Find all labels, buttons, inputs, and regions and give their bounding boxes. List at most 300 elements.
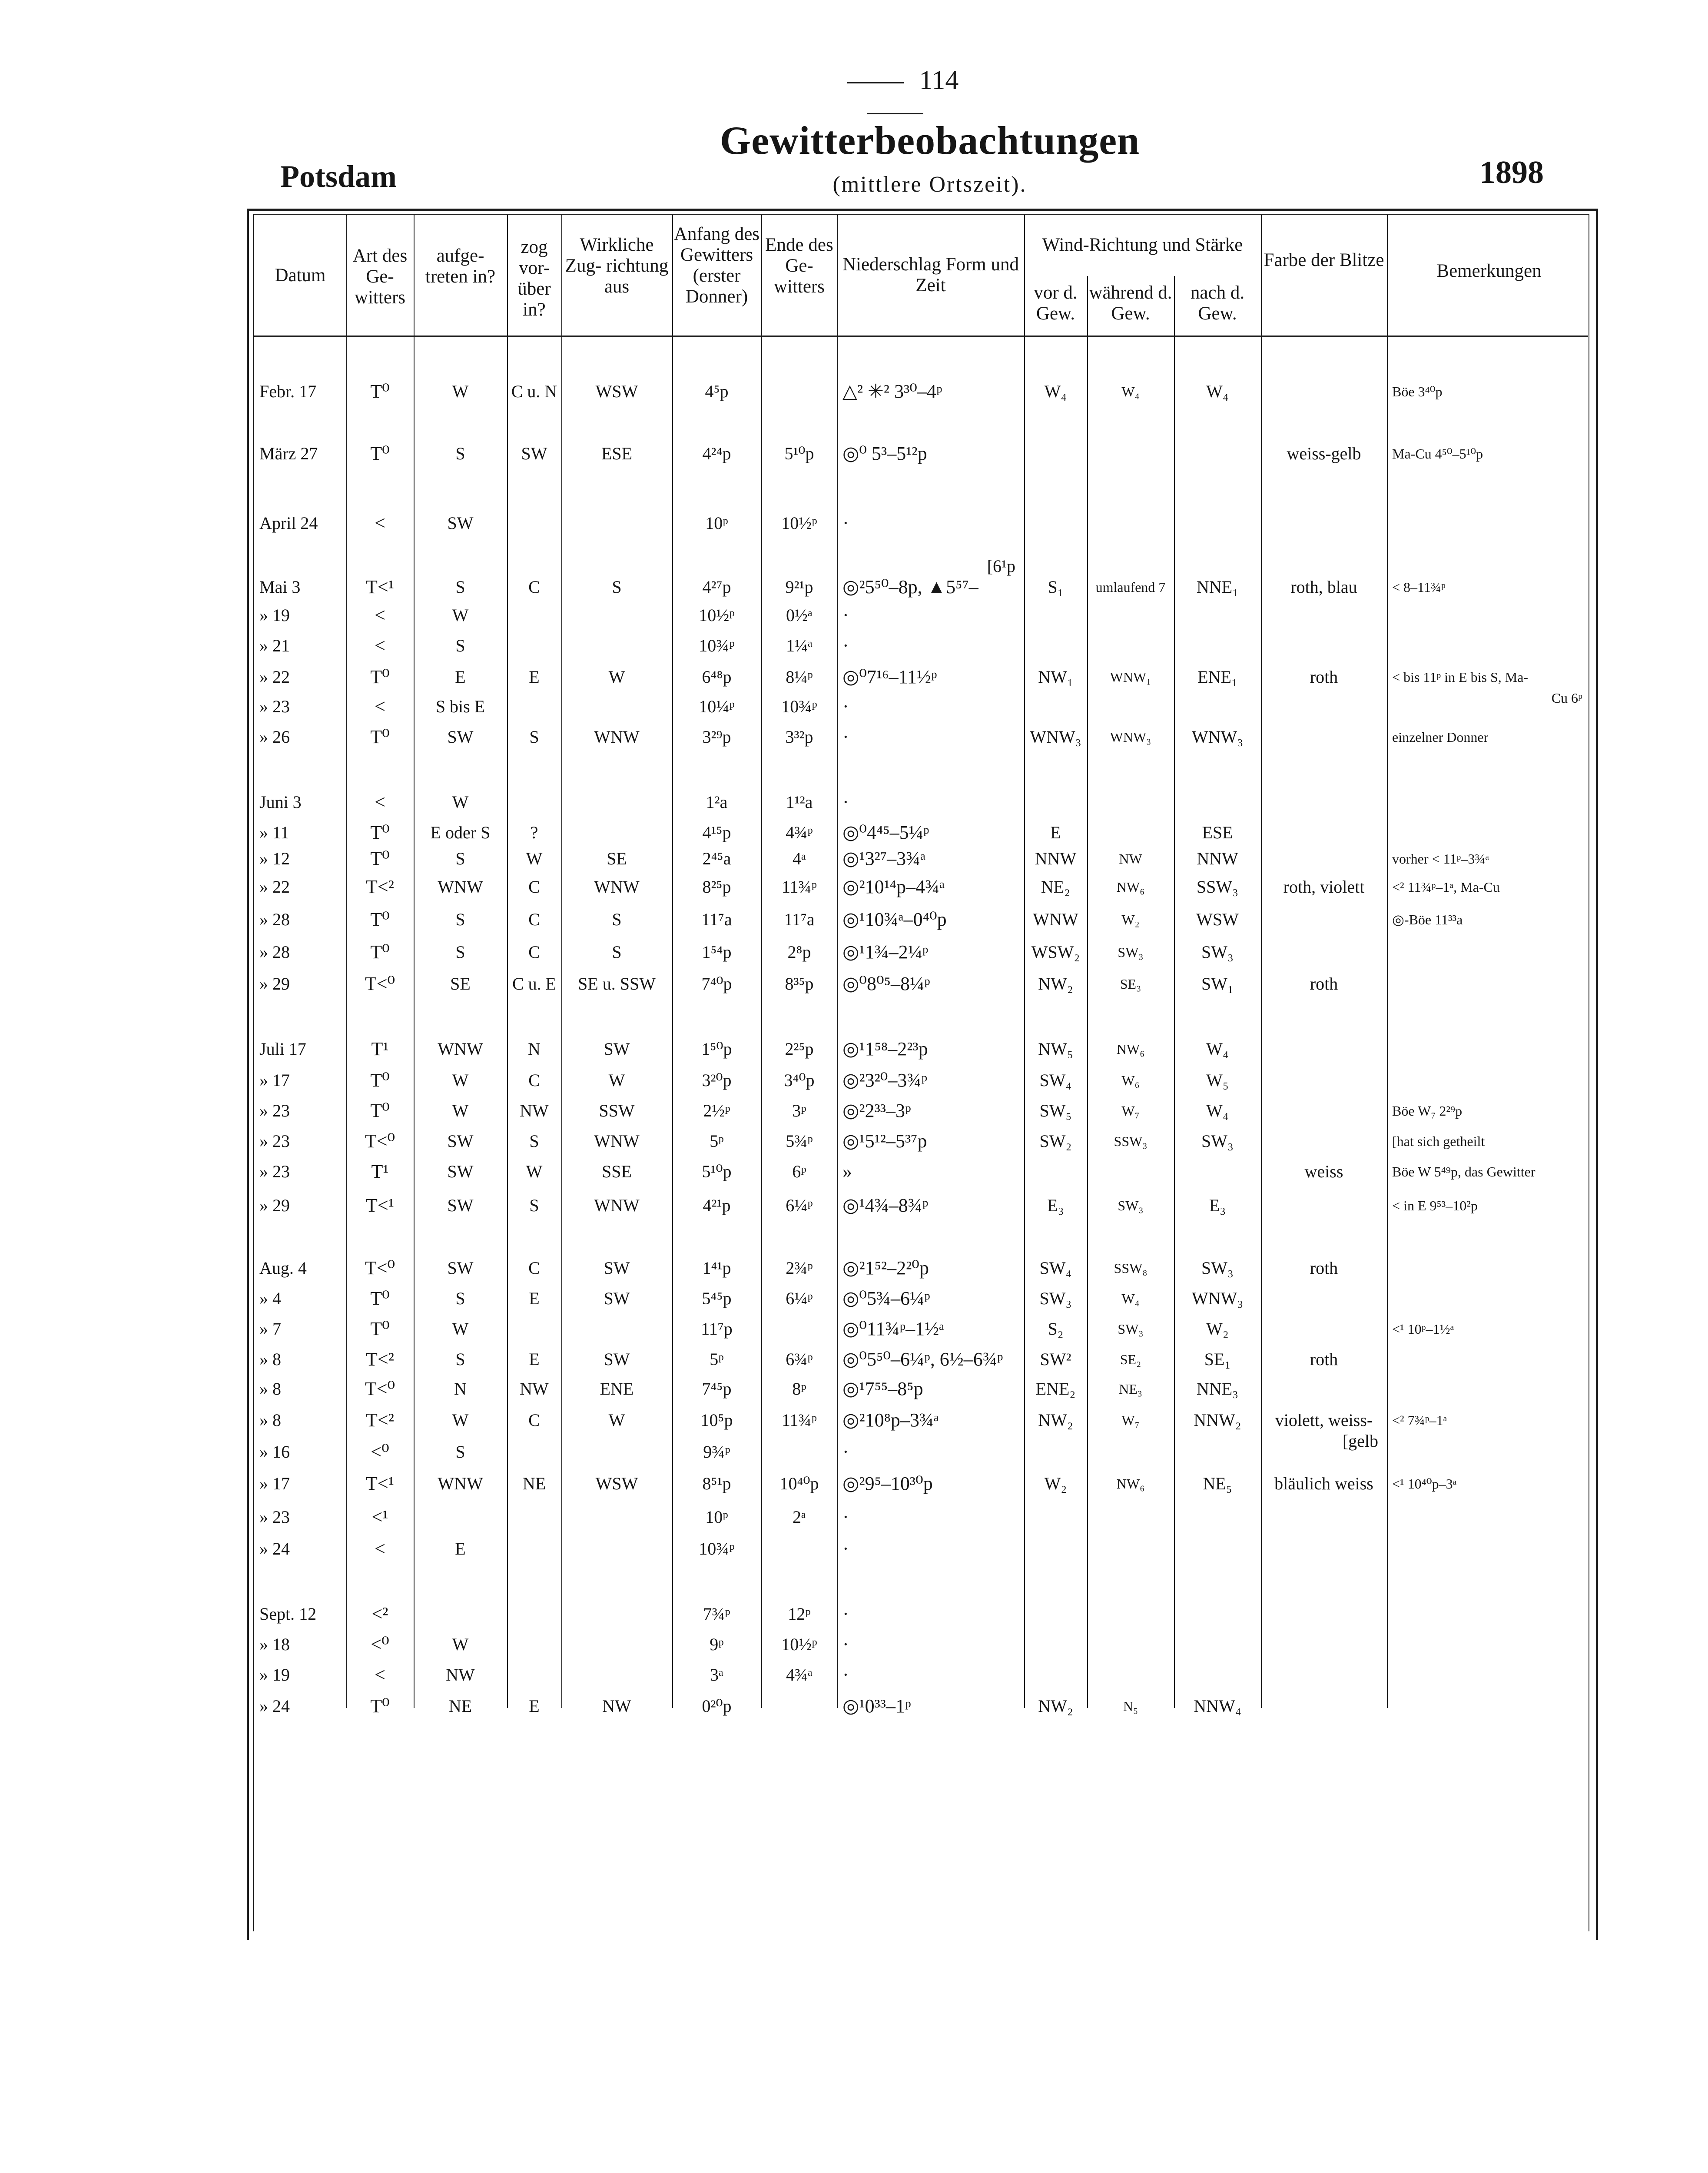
cell-anfang: 4²¹p <box>703 1196 731 1215</box>
cell-auf: S <box>455 1442 465 1462</box>
cell-datum: » 18 <box>259 1635 290 1654</box>
cell-ende: 2²⁵p <box>785 1039 814 1059</box>
cell-datum: » 17 <box>259 1474 290 1493</box>
cell-ww: WNW₃ <box>1110 729 1151 745</box>
cell-ende: 3⁴⁰p <box>784 1070 815 1090</box>
header-niederschlag: Niederschlag Form und Zeit <box>842 254 1019 296</box>
cell-ende: 1¼ᵃ <box>786 636 813 655</box>
cell-zog: C u. E <box>512 974 557 993</box>
cell-anfang: 9ᵖ <box>710 1635 724 1654</box>
cell-nied: ◎⁰5¾–6¼ᵖ <box>842 1288 930 1309</box>
cell-auf: SE <box>450 974 471 993</box>
cell-ww: SW₃ <box>1118 1321 1144 1337</box>
cell-anfang: 10ᵖ <box>705 1507 728 1527</box>
cell-zog: C <box>528 1258 540 1278</box>
cell-bem: <² 11¾ᵖ–1ᵃ, Ma-Cu <box>1392 879 1500 895</box>
cell-wv: S₂ <box>1048 1319 1064 1339</box>
cell-datum: » 22 <box>259 877 290 897</box>
cell-wn: E₃ <box>1209 1196 1226 1215</box>
year: 1898 <box>1479 155 1544 190</box>
column-rule <box>1387 215 1388 1708</box>
cell-ende: 10⁴⁰p <box>779 1474 819 1493</box>
cell-zug: WSW <box>595 1474 638 1493</box>
cell-art: < <box>375 1664 385 1685</box>
cell-ww: W₇ <box>1121 1412 1140 1428</box>
cell-art: T⁰ <box>370 1070 390 1091</box>
cell-zog: E <box>529 667 540 687</box>
cell-anfang: 7⁴⁵p <box>702 1379 732 1399</box>
cell-wn: W₅ <box>1206 1070 1229 1090</box>
cell-wn: SW₃ <box>1201 1258 1234 1278</box>
cell-art: T⁰ <box>370 726 390 748</box>
cell-nied: · <box>842 605 849 626</box>
cell-bem: ◎-Böe 11³³a <box>1392 912 1463 927</box>
cell-auf: S <box>455 1289 465 1308</box>
cell-zog: C <box>528 577 540 597</box>
cell-nied: · <box>842 635 849 656</box>
cell-bem: [hat sich getheilt <box>1392 1133 1485 1149</box>
cell-datum: » 7 <box>259 1319 281 1339</box>
cell-datum: Juni 3 <box>259 792 302 812</box>
cell-wn: NNW <box>1197 849 1238 868</box>
cell-datum: » 24 <box>259 1539 290 1558</box>
cell-wv: E <box>1050 823 1061 842</box>
cell-auf: E oder S <box>430 823 491 842</box>
cell-auf: SW <box>447 727 474 747</box>
cell-art: T⁰ <box>370 1318 390 1339</box>
cell-anfang: 4²⁷p <box>702 577 731 597</box>
cell-datum: » 4 <box>259 1289 281 1308</box>
cell-ende: 10½ᵖ <box>781 513 817 533</box>
cell-ende: 2⁸p <box>787 942 811 962</box>
cell-zog: C <box>528 942 540 962</box>
cell-ww: NW₆ <box>1116 1476 1145 1492</box>
cell-nied: · <box>842 726 849 748</box>
cell-ww: umlaufend 7 <box>1095 579 1166 595</box>
cell-wv: NW₁ <box>1038 667 1073 687</box>
cell-datum: » 23 <box>259 1101 290 1120</box>
cell-farbe: roth, blau <box>1290 577 1357 597</box>
cell-zog: NE <box>522 1474 546 1493</box>
cell-zog: E <box>529 1349 540 1369</box>
cell-nied: ◎²5⁵⁰–8p, ▲5⁵⁷– <box>842 576 978 598</box>
cell-wv: SW₄ <box>1039 1070 1072 1090</box>
page-number: 114 <box>808 65 982 127</box>
cell-wv: W₂ <box>1044 1474 1067 1493</box>
cell-wv: NW₂ <box>1038 1696 1073 1716</box>
cell-ww: SE₂ <box>1120 1352 1141 1367</box>
page-subtitle: (mittlere Ortszeit). <box>832 172 1027 197</box>
cell-wn: NNE₁ <box>1196 577 1239 597</box>
cell-wn: NNE₃ <box>1196 1379 1239 1399</box>
cell-zog: ? <box>530 823 538 842</box>
cell-auf: S bis E <box>435 697 485 716</box>
cell-datum: Aug. 4 <box>259 1258 307 1278</box>
cell-farbe: roth <box>1310 974 1338 993</box>
cell-wn: NE₅ <box>1203 1474 1232 1493</box>
cell-art: T⁰ <box>370 666 390 688</box>
cell-zug: SW <box>604 1258 630 1278</box>
cell-auf: SW <box>447 513 474 533</box>
cell-art: T⁰ <box>370 822 390 843</box>
cell-nied: ◎⁰5⁵⁰–6¼ᵖ, 6½–6¾ᵖ <box>842 1349 1003 1370</box>
cell-anfang: 11⁷p <box>701 1319 733 1339</box>
cell-auf: S <box>455 636 465 655</box>
cell-nied: ◎¹1⁵⁸–2²³p <box>842 1038 928 1060</box>
cell-datum: Febr. 17 <box>259 382 317 401</box>
cell-anfang: 1⁵⁴p <box>702 942 732 962</box>
cell-ww: SW₃ <box>1118 944 1144 960</box>
cell-zug: W <box>608 667 625 687</box>
cell-anfang: 10¾ᵖ <box>699 636 735 655</box>
cell-nied: ◎⁰ 5³–5¹²p <box>842 443 927 464</box>
cell-anfang: 8²⁵p <box>702 877 731 897</box>
cell-bem: < bis 11ᵖ in E bis S, Ma- <box>1392 669 1529 685</box>
cell-ww: W₄ <box>1121 1291 1140 1306</box>
cell-ende: 11⁷a <box>784 910 815 929</box>
cell-wn: SW₃ <box>1201 1131 1234 1151</box>
cell-datum: » 26 <box>259 727 290 747</box>
cell-anfang: 4¹⁵p <box>702 823 731 842</box>
page-title: Gewitterbeobachtungen <box>720 118 1140 163</box>
cell-zog: E <box>529 1289 540 1308</box>
header-zugrichtung: Wirkliche Zug- richtung aus <box>565 235 669 297</box>
header-rule <box>254 336 1588 337</box>
cell-anfang: 1⁴¹p <box>702 1258 731 1278</box>
cell-zog: S <box>529 1196 539 1215</box>
cell-art: T⁰ <box>370 1288 390 1309</box>
cell-auf: W <box>452 382 469 401</box>
cell-anfang: 10¼ᵖ <box>699 697 735 716</box>
cell-auf: S <box>455 444 465 463</box>
cell-nied: · <box>842 1634 849 1655</box>
cell-wn: NNW₄ <box>1194 1696 1241 1716</box>
cell-anfang: 7⁴⁰p <box>701 974 732 993</box>
cell-zug: ENE <box>600 1379 634 1399</box>
cell-datum: » 8 <box>259 1349 281 1369</box>
cell-art: T¹ <box>371 1038 389 1060</box>
cell-wv: W₄ <box>1044 382 1067 401</box>
cell-zug: SSE <box>602 1162 632 1181</box>
cell-wn: ESE <box>1202 823 1233 842</box>
cell-datum: » 8 <box>259 1410 281 1430</box>
cell-art: T<¹ <box>366 1195 394 1216</box>
cell-bem: <² 7¾ᵖ–1ᵃ <box>1392 1412 1447 1428</box>
cell-wn: NNW₂ <box>1194 1410 1241 1430</box>
cell-bem-continued: Cu 6ᵖ <box>1551 690 1582 706</box>
cell-ww: W₆ <box>1121 1073 1140 1088</box>
cell-ende: 4ᵃ <box>793 849 806 868</box>
cell-zog: C <box>528 910 540 929</box>
cell-nied: ◎¹4¾–8¾ᵖ <box>842 1195 929 1216</box>
cell-wv: SW₅ <box>1039 1101 1072 1120</box>
cell-zug: SW <box>604 1289 630 1308</box>
cell-art: T⁰ <box>370 941 390 963</box>
cell-ende: 9²¹p <box>785 577 813 597</box>
cell-ende: 10½ᵖ <box>781 1635 817 1654</box>
cell-anfang: 3ᵃ <box>710 1665 723 1685</box>
cell-ende: 6ᵖ <box>792 1162 806 1181</box>
cell-nied: · <box>842 1538 849 1559</box>
cell-ende: 6¼ᵖ <box>786 1196 813 1215</box>
cell-auf: SW <box>447 1196 474 1215</box>
cell-auf: E <box>455 667 466 687</box>
cell-art: < <box>375 605 385 626</box>
cell-wn: W₄ <box>1206 1101 1229 1120</box>
cell-art: T<¹ <box>366 576 394 598</box>
cell-datum: » 23 <box>259 1162 290 1181</box>
cell-ww: NW₆ <box>1116 879 1145 895</box>
cell-art: <⁰ <box>371 1634 389 1655</box>
cell-art: <² <box>371 1603 388 1625</box>
cell-nied: · <box>842 512 849 534</box>
cell-auf: S <box>455 577 465 597</box>
cell-ww: W₂ <box>1121 912 1140 927</box>
cell-nied: ◎¹3²⁷–3¾ᵃ <box>842 848 926 869</box>
cell-auf: S <box>455 942 465 962</box>
cell-ww: N₅ <box>1123 1698 1138 1714</box>
cell-nied: ◎⁰4⁴⁵–5¼ᵖ <box>842 822 929 843</box>
cell-ww: W₄ <box>1121 384 1140 399</box>
cell-nied: » <box>842 1161 852 1182</box>
cell-anfang: 10½ᵖ <box>699 605 735 625</box>
cell-farbe: roth <box>1310 1258 1338 1278</box>
cell-wn: SE₁ <box>1204 1349 1231 1369</box>
cell-zog: C <box>528 1070 540 1090</box>
cell-wv: NW₂ <box>1038 1410 1073 1430</box>
cell-wn: SSW₃ <box>1196 877 1239 897</box>
cell-art: T¹ <box>371 1161 389 1182</box>
cell-ende: 2¾ᵖ <box>786 1258 813 1278</box>
cell-art: T<² <box>366 1349 394 1370</box>
cell-zog: N <box>528 1039 541 1059</box>
cell-datum: » 29 <box>259 974 290 993</box>
cell-zug: SW <box>604 1039 630 1059</box>
cell-wv: WNW₃ <box>1030 727 1081 747</box>
cell-auf: W <box>452 792 469 812</box>
cell-datum: » 24 <box>259 1696 290 1716</box>
cell-datum: Juli 17 <box>259 1039 306 1059</box>
cell-zug: W <box>608 1070 625 1090</box>
cell-nied: ◎²10⁸p–3¾ᵃ <box>842 1409 939 1431</box>
cell-art: < <box>375 635 385 656</box>
cell-auf: WNW <box>438 1039 483 1059</box>
cell-ende: 4¾ᵃ <box>786 1665 813 1685</box>
cell-auf: S <box>455 849 465 868</box>
cell-wv: WNW <box>1033 910 1078 929</box>
cell-auf: N <box>454 1379 467 1399</box>
cell-auf: SW <box>447 1131 474 1151</box>
cell-wn: W₄ <box>1206 382 1229 401</box>
cell-datum: » 23 <box>259 1131 290 1151</box>
cell-ende: 11¾ᵖ <box>782 877 817 897</box>
cell-wn: WNW₃ <box>1191 1289 1244 1308</box>
cell-zug: WSW <box>595 382 638 401</box>
cell-nied: ◎²1⁵²–2²⁰p <box>842 1257 929 1279</box>
cell-datum: » 28 <box>259 942 290 962</box>
cell-ende: 10¾ᵖ <box>781 697 817 716</box>
cell-auf: S <box>455 1349 465 1369</box>
cell-farbe-continued: [gelb <box>1342 1431 1378 1451</box>
cell-bem: <¹ 10ᵖ–1½ᵃ <box>1392 1321 1454 1337</box>
cell-bem: < 8–11¾ᵖ <box>1392 579 1446 595</box>
cell-datum: » 23 <box>259 697 290 716</box>
cell-anfang: 5¹⁰p <box>702 1162 732 1181</box>
cell-zog: C <box>528 1410 540 1430</box>
cell-anfang: 2½ᵖ <box>703 1101 730 1120</box>
cell-wv: S₁ <box>1048 577 1064 597</box>
cell-art: T<⁰ <box>365 1257 395 1279</box>
header-bemerkungen: Bemerkungen <box>1436 261 1542 281</box>
cell-zug: SW <box>604 1349 630 1369</box>
cell-art: < <box>375 512 385 534</box>
cell-datum: » 28 <box>259 910 290 929</box>
cell-zog: NW <box>520 1379 549 1399</box>
cell-nied: ◎¹5¹²–5³⁷p <box>842 1130 927 1152</box>
header-anfang: Anfang des Gewitters (erster Donner) <box>673 224 760 307</box>
cell-ende: 5¹⁰p <box>784 444 814 463</box>
cell-datum: » 8 <box>259 1379 281 1399</box>
cell-wv: NW₂ <box>1038 974 1073 993</box>
cell-zug: NW <box>602 1696 631 1716</box>
cell-ww: SW₃ <box>1118 1198 1144 1213</box>
cell-art: < <box>375 791 385 813</box>
cell-bem: Böe W₇ 2²⁹p <box>1392 1103 1463 1119</box>
header-wind-group: Wind-Richtung und Stärke <box>1042 235 1243 255</box>
cell-zug: ESE <box>601 444 633 463</box>
cell-ende: 4¾ᵖ <box>786 823 813 842</box>
cell-wv: SW₂ <box>1039 1131 1072 1151</box>
cell-zug: SE <box>607 849 627 868</box>
cell-datum: Mai 3 <box>259 577 301 597</box>
column-rule <box>837 215 838 1708</box>
cell-ende: 3³²p <box>785 727 813 747</box>
cell-farbe: roth <box>1310 667 1338 687</box>
cell-auf: NW <box>446 1665 475 1685</box>
cell-zog: SW <box>521 444 547 463</box>
cell-auf: WNW <box>438 877 483 897</box>
cell-nied: ◎⁰11¾ᵖ–1½ᵃ <box>842 1318 945 1339</box>
cell-anfang: 2⁴⁵a <box>702 849 731 868</box>
cell-anfang: 1²a <box>706 792 728 812</box>
cell-auf: W <box>452 605 469 625</box>
cell-farbe: weiss-gelb <box>1287 444 1361 463</box>
cell-datum: » 23 <box>259 1507 290 1527</box>
cell-wv: SW₄ <box>1039 1258 1072 1278</box>
cell-ende: 11¾ᵖ <box>782 1410 817 1430</box>
cell-wn: SW₃ <box>1201 942 1234 962</box>
cell-anfang: 3²⁰p <box>702 1070 732 1090</box>
cell-anfang: 5ᵖ <box>710 1349 724 1369</box>
cell-art: T⁰ <box>370 848 390 869</box>
cell-ww: WNW₁ <box>1110 669 1151 685</box>
cell-auf: W <box>452 1070 469 1090</box>
cell-zog: S <box>529 1131 539 1151</box>
cell-zug: S <box>612 942 622 962</box>
cell-datum: April 24 <box>259 513 318 533</box>
header-wind-nach: nach d. Gew. <box>1190 282 1245 324</box>
cell-ende: 3ᵖ <box>792 1101 806 1120</box>
cell-ww: SSW₈ <box>1114 1260 1148 1276</box>
cell-wv: NNW <box>1035 849 1077 868</box>
cell-datum: » 22 <box>259 667 290 687</box>
station-name: Potsdam <box>280 159 397 194</box>
cell-anfang: 0²⁰p <box>702 1696 732 1716</box>
cell-nied: ◎¹0³³–1ᵖ <box>842 1695 911 1717</box>
cell-art: T<⁰ <box>365 1378 395 1399</box>
cell-anfang: 3²⁹p <box>702 727 731 747</box>
cell-wv: NW₅ <box>1038 1039 1073 1059</box>
cell-auf: WNW <box>438 1474 483 1493</box>
cell-datum: » 19 <box>259 1665 290 1685</box>
cell-nied: ◎²10¹⁴p–4¾ᵃ <box>842 876 945 897</box>
cell-nied: · <box>842 1603 849 1625</box>
cell-nied: ◎¹7⁵⁵–8⁵p <box>842 1378 923 1399</box>
cell-nied: · <box>842 1506 849 1528</box>
cell-bem: vorher < 11ᵖ–3¾ᵃ <box>1392 851 1489 867</box>
cell-nied: · <box>842 1441 849 1462</box>
cell-ende: 6¼ᵖ <box>786 1289 813 1308</box>
cell-nied: △² ✳² 3³⁰–4ᵖ <box>842 381 942 402</box>
header-wind-waehrend: während d. Gew. <box>1089 282 1172 324</box>
cell-nied: ◎²3²⁰–3¾ᵖ <box>842 1070 928 1091</box>
cell-zug: S <box>612 577 622 597</box>
cell-zog: C u. N <box>511 382 557 401</box>
cell-auf: W <box>452 1319 469 1339</box>
cell-auf: E <box>455 1539 466 1558</box>
header-aufgetreten: aufge- treten in? <box>425 246 496 287</box>
header-zog: zog vor- über in? <box>517 237 551 320</box>
cell-ww: SE₃ <box>1120 976 1141 992</box>
cell-nied: ◎¹1¾–2¼ᵖ <box>842 941 929 963</box>
cell-zug: SSW <box>599 1101 635 1120</box>
cell-art: <⁰ <box>371 1441 389 1462</box>
cell-datum: » 29 <box>259 1196 290 1215</box>
cell-ende: 8¼ᵖ <box>786 667 813 687</box>
cell-anfang: 6⁴⁸p <box>702 667 732 687</box>
cell-anfang: 4⁵p <box>705 382 729 401</box>
cell-art: < <box>375 1538 385 1559</box>
cell-zug: W <box>608 1410 625 1430</box>
cell-auf: SW <box>447 1162 474 1181</box>
cell-datum: März 27 <box>259 444 318 463</box>
cell-auf: S <box>455 910 465 929</box>
cell-wv: ENE₂ <box>1035 1379 1076 1399</box>
cell-auf: W <box>452 1410 469 1430</box>
cell-wv: WSW₂ <box>1031 942 1080 962</box>
cell-zog: W <box>526 849 543 868</box>
cell-auf: W <box>452 1101 469 1120</box>
cell-ende: 12ᵖ <box>788 1604 811 1624</box>
cell-art: < <box>375 696 385 717</box>
cell-ende: 8ᵖ <box>792 1379 806 1399</box>
cell-zug: SE u. SSW <box>578 974 656 993</box>
cell-art: T<⁰ <box>365 973 395 994</box>
cell-art: T⁰ <box>370 1100 390 1121</box>
cell-zug: WNW <box>594 727 640 747</box>
cell-art: T<¹ <box>366 1473 394 1494</box>
cell-wv: NE₂ <box>1041 877 1071 897</box>
cell-anfang: 5ᵖ <box>710 1131 724 1151</box>
cell-farbe: bläulich weiss <box>1274 1474 1373 1493</box>
cell-nied: ◎⁰8⁰⁵–8¼ᵖ <box>842 973 930 994</box>
cell-nied: ◎⁰7¹⁶–11½ᵖ <box>842 666 937 688</box>
cell-ende: 8³⁵p <box>785 974 814 993</box>
cell-nied: · <box>842 1664 849 1685</box>
cell-bem: Böe 3⁴⁰p <box>1392 384 1443 399</box>
cell-bem: < in E 9⁵³–10²p <box>1392 1198 1478 1213</box>
cell-bem: Böe W 5⁴⁹p, das Gewitter <box>1392 1164 1536 1180</box>
